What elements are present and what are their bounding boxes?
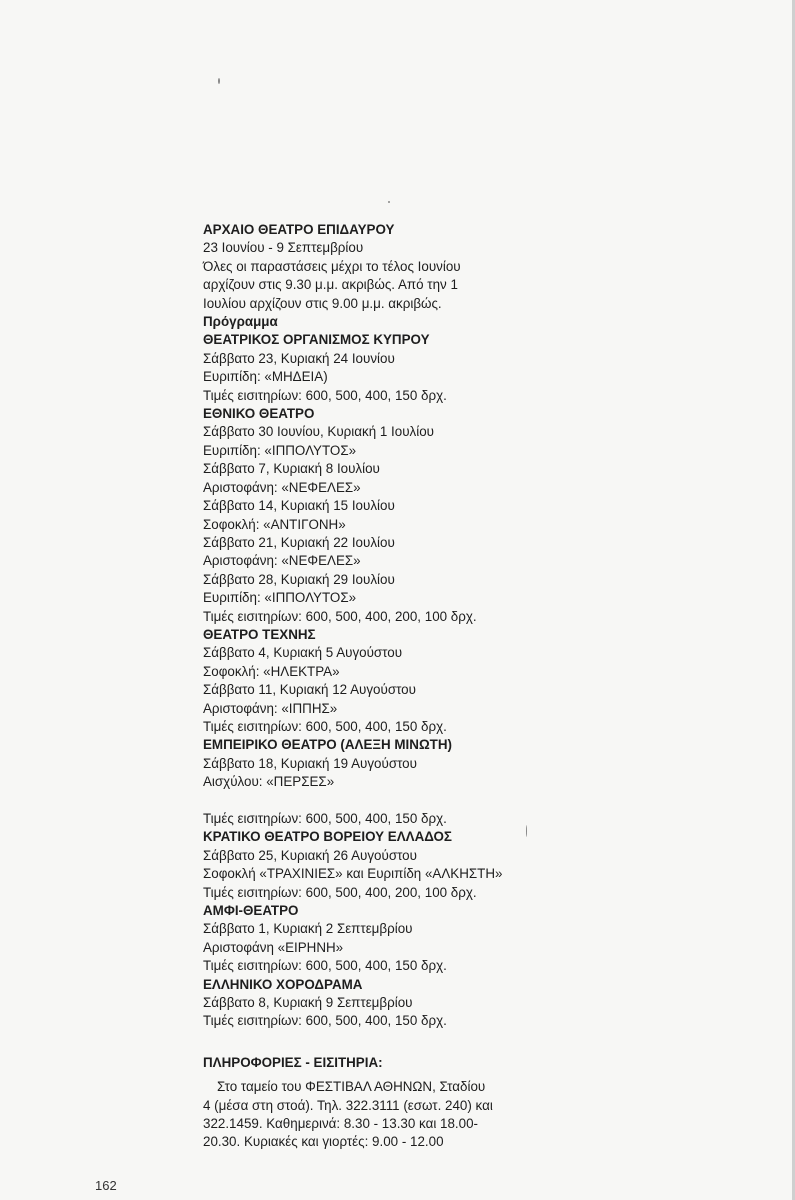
company-title: ΕΜΠΕΙΡΙΚΟ ΘΕΑΤΡΟ (ΑΛΕΞΗ ΜΙΝΩΤΗ) (203, 737, 452, 753)
info-section (203, 1054, 533, 1152)
play-title: Αριστοφάνη: «ΝΕΦΕΛΕΣ» (203, 479, 361, 495)
blank-line (203, 1031, 533, 1054)
performance-dates: Σάββατο 14, Κυριακή 15 Ιουλίου (203, 498, 395, 514)
company-section (203, 902, 533, 976)
play-title: Σοφοκλή «ΤΡΑΧΙΝΙΕΣ» και Ευριπίδη «ΑΛΚΗΣΤΗ» (203, 866, 503, 882)
info-line: 4 (μέσα στη στοά). Τηλ. 322.3111 (εσωτ. 240) και (203, 1097, 493, 1113)
play-title: Αριστοφάνη «ΕΙΡΗΝΗ» (203, 939, 344, 955)
info-title: ΠΛΗΡΟΦΟΡΙΕΣ - ΕΙΣΙΤΗΡΙΑ: (203, 1054, 383, 1070)
page-number: 162 (95, 1178, 117, 1193)
company-title: ΘΕΑΤΡΟ ΤΕΧΝΗΣ (203, 626, 316, 642)
intro-line: Όλες οι παραστάσεις μέχρι το τέλος Ιουνίου (203, 258, 461, 274)
company-section (203, 736, 533, 828)
performance-dates: Σάββατο 28, Κυριακή 29 Ιουλίου (203, 571, 395, 587)
info-line: 20.30. Κυριακές και γιορτές: 9.00 - 12.00 (203, 1134, 444, 1150)
performance-dates: Σάββατο 18, Κυριακή 19 Αυγούστου (203, 755, 417, 771)
company-title: ΕΘΝΙΚΟ ΘΕΑΤΡΟ (203, 406, 315, 422)
company-section (203, 331, 533, 405)
scan-speck (218, 78, 220, 84)
performance-dates: Σάββατο 25, Κυριακή 26 Αυγούστου (203, 847, 417, 863)
ticket-prices: Τιμές εισιτηρίων: 600, 500, 400, 150 δρχ. (203, 1013, 447, 1029)
play-title: Ευριπίδη: «ΙΠΠΟΛΥΤΟΣ» (203, 442, 357, 458)
intro-line: Ιουλίου αρχίζουν στις 9.00 μ.μ. ακριβώς. (203, 295, 442, 311)
performance-dates: Σάββατο 8, Κυριακή 9 Σεπτεμβρίου (203, 995, 413, 1011)
performance-dates: Σάββατο 21, Κυριακή 22 Ιουλίου (203, 534, 395, 550)
company-title: ΕΛΛΗΝΙΚΟ ΧΟΡΟΔΡΑΜΑ (203, 976, 363, 992)
venue-heading: ΑΡΧΑΙΟ ΘΕΑΤΡΟ ΕΠΙΔΑΥΡΟΥ (203, 222, 395, 237)
programme-heading: Πρόγραμμα (203, 314, 278, 330)
ticket-prices: Τιμές εισιτηρίων: 600, 500, 400, 200, 100 δρχ. (203, 608, 477, 624)
festival-programme (203, 221, 533, 1152)
performance-dates: Σάββατο 1, Κυριακή 2 Σεπτεμβρίου (203, 921, 413, 937)
performance-dates: Σάββατο 30 Ιουνίου, Κυριακή 1 Ιουλίου (203, 424, 434, 440)
play-title: Σοφοκλή: «ΗΛΕΚΤΡΑ» (203, 663, 340, 679)
company-title: ΑΜΦΙ-ΘΕΑΤΡΟ (203, 903, 299, 919)
play-title: Ευριπίδη: «ΜΗΔΕΙΑ) (203, 369, 328, 385)
company-section (203, 626, 533, 736)
ticket-prices: Τιμές εισιτηρίων: 600, 500, 400, 150 δρχ. (203, 718, 447, 734)
company-title: ΘΕΑΤΡΙΚΟΣ ΟΡΓΑΝΙΣΜΟΣ ΚΥΠΡΟΥ (203, 332, 430, 348)
performance-dates: Σάββατο 4, Κυριακή 5 Αυγούστου (203, 645, 403, 661)
info-line: Στο ταμείο του ΦΕΣΤΙΒΑΛ ΑΘΗΝΩΝ, Σταδίου (217, 1079, 486, 1095)
company-section (203, 828, 533, 902)
play-title: Αριστοφάνη: «ΙΠΠΗΣ» (203, 700, 338, 716)
ticket-prices: Τιμές εισιτηρίων: 600, 500, 400, 200, 100 δρχ. (203, 884, 477, 900)
play-title: Αισχύλου: «ΠΕΡΣΕΣ» (203, 774, 335, 790)
scan-speck (388, 201, 390, 203)
ticket-prices: Τιμές εισιτηρίων: 600, 500, 400, 150 δρχ. (203, 387, 447, 403)
company-title: ΚΡΑΤΙΚΟ ΘΕΑΤΡΟ ΒΟΡΕΙΟΥ ΕΛΛΑΔΟΣ (203, 829, 452, 845)
intro-line: αρχίζουν στις 9.30 μ.μ. ακριβώς. Από την 1 (203, 277, 458, 293)
play-title: Σοφοκλή: «ΑΝΤΙΓΟΝΗ» (203, 516, 346, 532)
info-line: 322.1459. Καθημερινά: 8.30 - 13.30 και 18.00- (203, 1116, 478, 1132)
company-section (203, 976, 533, 1031)
ticket-prices: Τιμές εισιτηρίων: 600, 500, 400, 150 δρχ. (203, 958, 447, 974)
play-title: Ευριπίδη: «ΙΠΠΟΛΥΤΟΣ» (203, 590, 357, 606)
performance-dates: Σάββατο 7, Κυριακή 8 Ιουλίου (203, 461, 380, 477)
performance-dates: Σάββατο 23, Κυριακή 24 Ιουνίου (203, 350, 395, 366)
ticket-prices: Τιμές εισιτηρίων: 600, 500, 400, 150 δρχ. (203, 810, 447, 826)
performance-dates: Σάββατο 11, Κυριακή 12 Αυγούστου (203, 682, 416, 698)
festival-dates: 23 Ιουνίου - 9 Σεπτεμβρίου (203, 240, 364, 256)
blank-line (203, 792, 533, 810)
play-title: Αριστοφάνη: «ΝΕΦΕΛΕΣ» (203, 553, 361, 569)
company-section (203, 405, 533, 626)
